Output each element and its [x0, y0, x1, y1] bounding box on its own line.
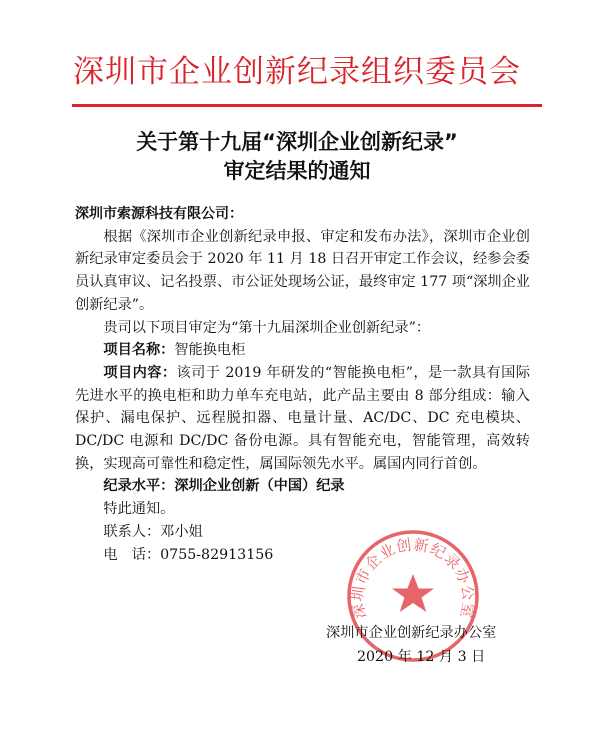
org-header: 深圳市企业创新纪录组织委员会 — [73, 54, 521, 90]
notice-line: 特此通知。 — [103, 501, 175, 518]
record-level-label: 纪录水平： — [103, 478, 175, 495]
project-content-label: 项目内容： — [103, 364, 177, 381]
contact-label: 联系人： — [103, 523, 161, 540]
record-level: 深圳企业创新（中国）纪录 — [174, 478, 345, 495]
project-name-label: 项目名称： — [103, 342, 175, 359]
signature-office: 深圳市企业创新纪录办公室 — [326, 625, 497, 641]
record-level-line — [75, 475, 530, 498]
contact-name: 邓小姐 — [160, 523, 203, 540]
phone-label: 电 话： — [103, 546, 161, 563]
red-divider-line — [72, 104, 542, 107]
paragraph-basis: 根据《深圳市企业创新纪录申报、审定和发布办法》，深圳市企业创新纪录审定委员会于 2020 年 11 月 18 日召开审定工作会议，经参会委员认真审议、记名投票、市公证处现场公证，最终审定 177 项“深圳企业创新纪录”。 — [75, 228, 530, 313]
project-content: 该司于 2019 年研发的“智能换电柜”，是一款具有国际先进水平的换电柜和助力单车充电站，此产品主要由 8 部分组成：输入保护、漏电保护、远程脱扣器、电量计量、AC/DC、DC 充电模块、DC/DC 电源和 DC/DC 备份电源。具有智能充电，智能管理，高效转换，实现高可靠性和稳定性，属国际领先水平。属国内同行首创。 — [75, 364, 530, 472]
paragraph-result: 贵司以下项目审定为“第十九届深圳企业创新纪录”： — [103, 319, 431, 336]
project-content-line — [75, 362, 530, 476]
document-title-line-2: 审定结果的通知 — [223, 159, 371, 183]
seal-star-icon — [392, 574, 434, 612]
signature-date: 2020 年 12 月 3 日 — [357, 649, 486, 665]
addressee: 深圳市索源科技有限公司： — [75, 206, 243, 222]
document-title-line-1: 关于第十九届“深圳企业创新纪录” — [136, 130, 458, 154]
seal-text: 深圳市企业创新纪录办公室 — [348, 535, 478, 621]
phone-number: 0755-82913156 — [160, 546, 274, 563]
official-seal-stamp — [345, 528, 481, 664]
project-name: 智能换电柜 — [174, 342, 246, 359]
project-name-line — [75, 339, 530, 362]
document-body — [75, 203, 530, 566]
